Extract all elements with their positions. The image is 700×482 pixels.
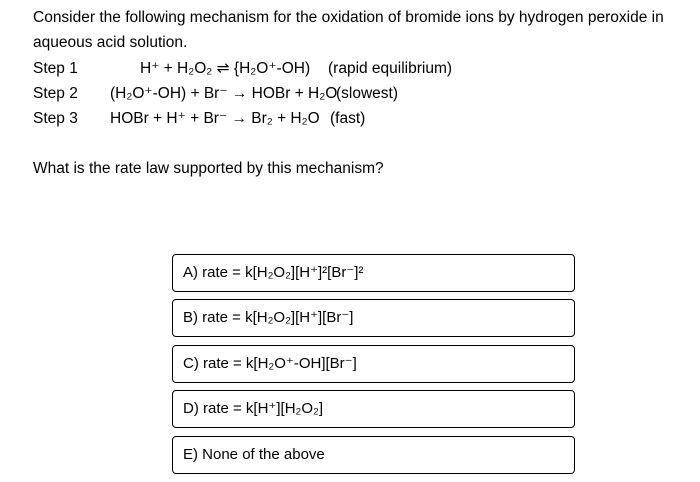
step-note: (fast) (330, 110, 366, 127)
step-note: (slowest) (336, 85, 399, 102)
answer-option-e[interactable]: E) None of the above (172, 436, 575, 474)
step-label: Step 2 (33, 85, 78, 102)
step-label: Step 3 (33, 110, 78, 127)
step-equation: H⁺ + H₂O₂ ⇌ {H₂O⁺-OH) (140, 60, 311, 77)
answer-option-b[interactable]: B) rate = k[H₂O₂][H⁺][Br⁻] (172, 299, 575, 337)
answer-option-a[interactable]: A) rate = k[H₂O₂][H⁺]²[Br⁻]² (172, 254, 575, 292)
question-intro: Consider the following mechanism for the oxidation of bromide ions by hydrogen peroxide in aqueous acid solution. (33, 9, 664, 51)
answer-option-d[interactable]: D) rate = k[H⁺][H₂O₂] (172, 390, 575, 428)
question-prompt: What is the rate law supported by this mechanism? (33, 160, 384, 177)
step-equation: (H₂O⁺-OH) + Br⁻ → HOBr + H₂O (110, 85, 338, 102)
answer-option-c[interactable]: C) rate = k[H₂O⁺-OH][Br⁻] (172, 345, 575, 383)
step-equation: HOBr + H⁺ + Br⁻ → Br₂ + H₂O (110, 110, 320, 127)
step-note: (rapid equilibrium) (328, 60, 453, 77)
mechanism-step-2 (33, 81, 693, 106)
mechanism-step-3 (33, 106, 693, 131)
mechanism-step-1 (33, 56, 693, 81)
step-label: Step 1 (33, 60, 78, 77)
